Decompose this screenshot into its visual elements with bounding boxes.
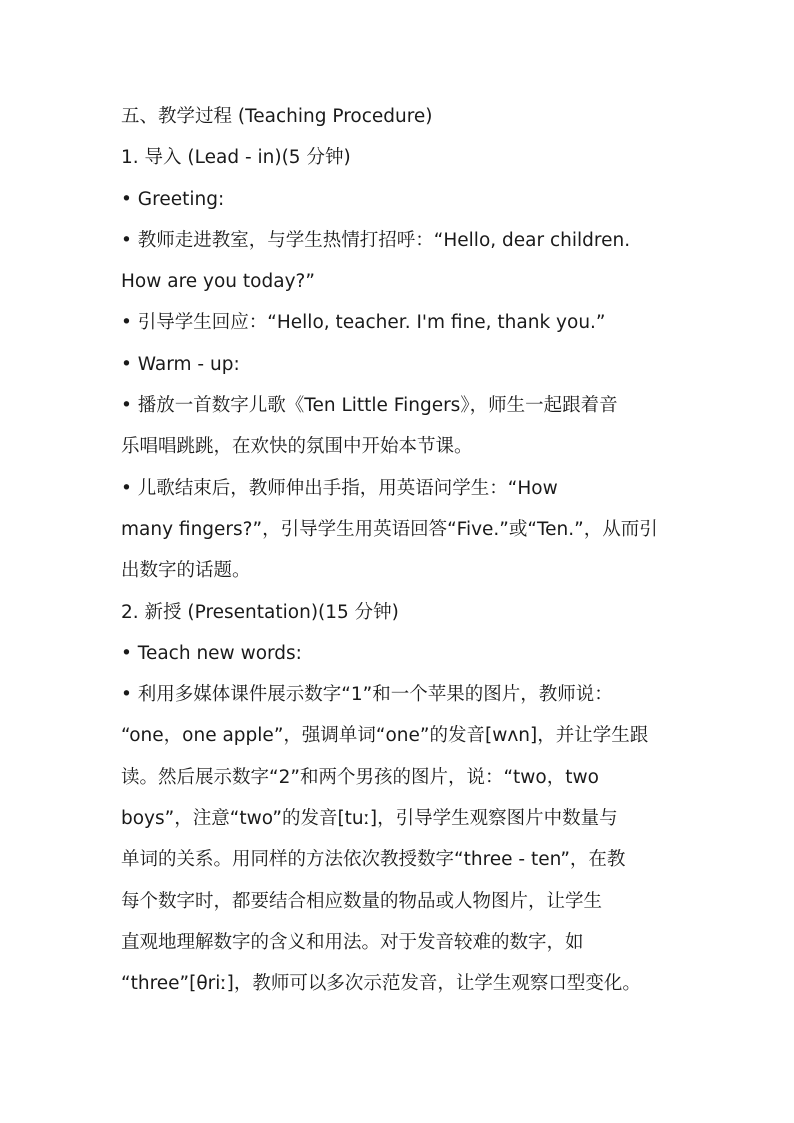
paragraph-line: • 播放一首数字儿歌《Ten Little Fingers》，师生一起跟着音 — [121, 395, 618, 417]
paragraph-line: • 引导学生回应：“Hello, teacher. I'm fine, thank you.” — [121, 312, 606, 334]
bullet-warm-up: • Warm - up: — [121, 353, 240, 375]
paragraph-line: • 教师走进教室，与学生热情打招呼：“Hello, dear children. — [121, 229, 631, 251]
paragraph-line: “three”[θriː]，教师可以多次示范发音，让学生观察口型变化。 — [121, 973, 641, 995]
section-heading: 五、教学过程 (Teaching Procedure) — [121, 106, 433, 127]
paragraph-line: 单词的关系。用同样的方法依次教授数字“three - ten”，在教 — [121, 849, 626, 871]
bullet-teach-new-words: • Teach new words: — [121, 642, 302, 664]
subsection-heading-presentation: 2. 新授 (Presentation)(15 分钟) — [121, 601, 399, 623]
paragraph-line: 直观地理解数字的含义和用法。对于发音较难的数字，如 — [121, 931, 584, 953]
paragraph-line: • 利用多媒体课件展示数字“1”和一个苹果的图片，教师说： — [121, 684, 613, 706]
paragraph-line: 乐唱唱跳跳，在欢快的氛围中开始本节课。 — [121, 436, 473, 458]
paragraph-line: many fingers?”，引导学生用英语回答“Five.”或“Ten.”，从而引 — [121, 518, 658, 540]
paragraph-line: 读。然后展示数字“2”和两个男孩的图片，说：“two，two — [121, 766, 599, 788]
document-body — [121, 96, 676, 1005]
subsection-heading-lead-in: 1. 导入 (Lead - in)(5 分钟) — [121, 147, 351, 169]
paragraph-line: boys”，注意“two”的发音[tuː]，引导学生观察图片中数量与 — [121, 808, 618, 830]
bullet-greeting: • Greeting: — [121, 188, 225, 210]
paragraph-line: • 儿歌结束后，教师伸出手指，用英语问学生：“How — [121, 477, 558, 499]
paragraph-line: 出数字的话题。 — [121, 560, 251, 582]
paragraph-line: How are you today?” — [121, 271, 315, 293]
paragraph-line: 每个数字时，都要结合相应数量的物品或人物图片，让学生 — [121, 890, 603, 912]
paragraph-line: “one，one apple”，强调单词“one”的发音[wʌn]，并让学生跟 — [121, 725, 649, 747]
